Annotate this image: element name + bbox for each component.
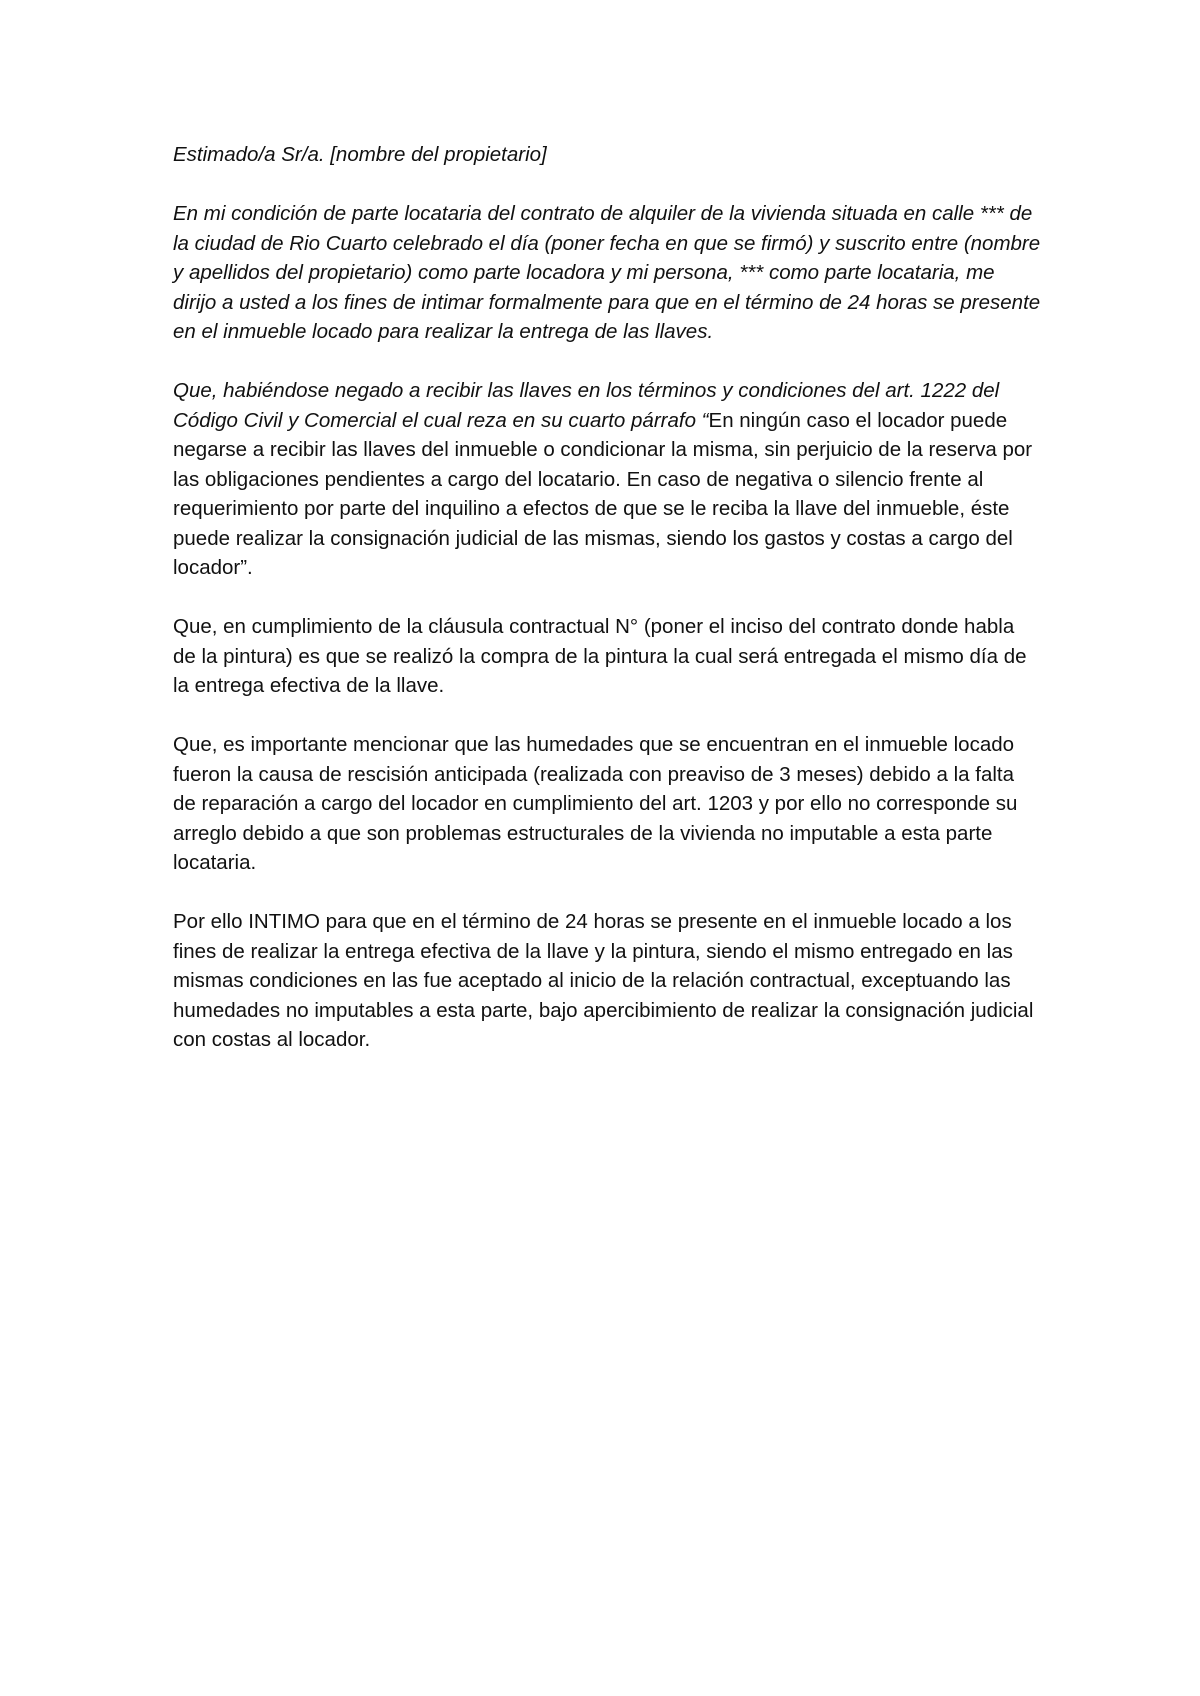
letter-paragraph-5: Por ello INTIMO para que en el término de 24 horas se presente en el inmueble locado a los fines de realizar la entrega efectiva de la llave y la pintura, siendo el mismo entregado en las mismas condiciones en las fue aceptado al inicio de la relación contractual, exceptuando las humedades no imputables a esta parte, bajo apercibimiento de realizar la consignación judicial con costas al locador.: [173, 910, 1034, 1051]
letter-paragraph-2: [173, 376, 1041, 583]
letter-paragraph-3: Que, en cumplimiento de la cláusula contractual N° (poner el inciso del contrato donde habla de la pintura) es que se realizó la compra de la pintura la cual será entregada el mismo día de la entrega efectiva de la llave.: [173, 615, 1027, 697]
letter-body: [173, 140, 1041, 1084]
letter-paragraph-1: En mi condición de parte locataria del contrato de alquiler de la vivienda situada en calle *** de la ciudad de Rio Cuarto celebrado el día (poner fecha en que se firmó) y suscrito entre (nombre y apellidos del propietario) como parte locadora y mi persona, *** como parte locataria, me dirijo a usted a los fines de intimar formalmente para que en el término de 24 horas se presente en el inmueble locado para realizar la entrega de las llaves.: [173, 202, 1041, 343]
letter-paragraph-4: Que, es importante mencionar que las humedades que se encuentran en el inmueble locado fueron la causa de rescisión anticipada (realizada con preaviso de 3 meses) debido a la falta de reparación a cargo del locador en cumplimiento del art. 1203 y por ello no corresponde su arreglo debido a que son problemas estructurales de la vivienda no imputable a esta parte locataria.: [173, 733, 1018, 874]
paragraph-2-italic-text: Que, habiéndose negado a recibir las llaves en los términos y condiciones del art. 1222 del Código Civil y Comercial el cual reza en su cuarto párrafo “: [173, 379, 1000, 432]
letter-salutation: Estimado/a Sr/a. [nombre del propietario]: [173, 143, 547, 166]
paragraph-2-quote-text: En ningún caso el locador puede negarse a recibir las llaves del inmueble o condicionar la misma, sin perjuicio de la reserva por las obligaciones pendientes a cargo del locatario. En caso de negativa o silencio frente al requerimiento por parte del inquilino a efectos de que se le reciba la llave del inmueble, éste puede realizar la consignación judicial de las mismas, siendo los gastos y costas a cargo del locador”.: [173, 408, 1033, 579]
